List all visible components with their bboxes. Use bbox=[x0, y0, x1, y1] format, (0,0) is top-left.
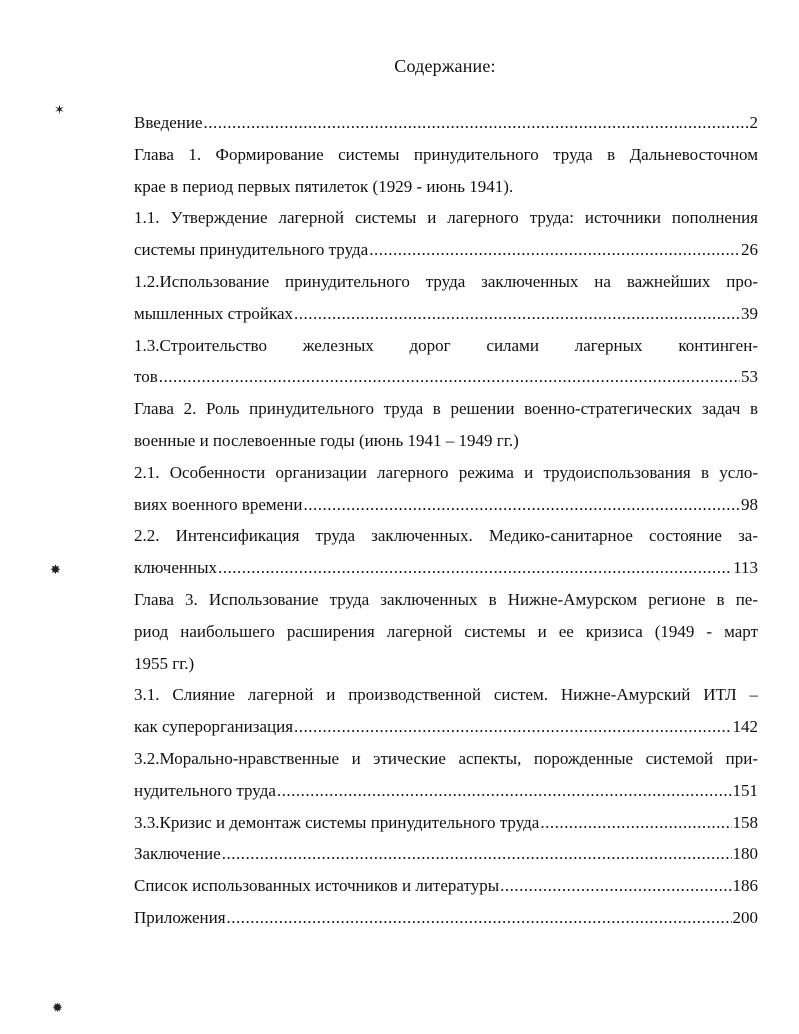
toc-heading-line: 1.3.Строительство железных дорог силами лагерных континген- bbox=[134, 335, 758, 355]
table-of-contents bbox=[134, 107, 758, 934]
toc-entry bbox=[134, 902, 758, 934]
toc-entry-text: нудительного труда bbox=[134, 780, 276, 800]
dot-leader bbox=[294, 298, 740, 330]
toc-entry bbox=[134, 838, 758, 870]
toc-entry-text: Список использованных источников и литературы bbox=[134, 876, 500, 896]
dot-leader bbox=[294, 711, 731, 743]
toc-page-number: 53 bbox=[741, 367, 758, 387]
toc-page-number: 98 bbox=[741, 494, 758, 514]
toc-heading-line: 2.1. Особенности организации лагерного режима и трудоиспользования в усло- bbox=[134, 462, 758, 482]
toc-heading-line: 3.1. Слияние лагерной и производственной систем. Нижне-Амурский ИТЛ – bbox=[134, 685, 758, 705]
toc-entry bbox=[134, 234, 758, 266]
toc-heading-line: Глава 3. Использование труда заключенных в Нижне-Амурском регионе в пе- bbox=[134, 589, 758, 609]
toc-page-number: 158 bbox=[732, 812, 758, 832]
page-title: Содержание: bbox=[394, 56, 496, 76]
toc-entry bbox=[134, 361, 758, 393]
toc-entry bbox=[134, 552, 758, 584]
dot-leader bbox=[204, 107, 749, 139]
toc-entry-text: 3.3.Кризис и демонтаж системы принудительного труда bbox=[134, 812, 540, 832]
toc-heading-line: 1955 гг.) bbox=[134, 653, 195, 673]
toc-heading-line: 3.2.Морально-нравственные и этические аспекты, порожденные системой при- bbox=[134, 748, 758, 768]
toc-entry bbox=[134, 107, 758, 139]
dot-leader bbox=[222, 838, 732, 870]
toc-entry bbox=[134, 870, 758, 902]
toc-entry-text: системы принудительного труда bbox=[134, 240, 369, 260]
toc-entry-text: виях военного времени bbox=[134, 494, 303, 514]
toc-entry-text: Приложения bbox=[134, 907, 226, 927]
toc-entry-text: ключенных bbox=[134, 558, 218, 578]
dot-leader bbox=[227, 902, 732, 934]
toc-heading-line: Глава 1. Формирование системы принудительного труда в Дальневосточном bbox=[134, 144, 758, 164]
dot-leader bbox=[277, 775, 732, 807]
toc-entry bbox=[134, 807, 758, 839]
toc-page-number: 113 bbox=[733, 558, 758, 578]
toc-entry bbox=[134, 711, 758, 743]
toc-page-number: 186 bbox=[732, 876, 758, 896]
toc-heading-line: риод наибольшего расширения лагерной системы и ее кризиса (1949 - март bbox=[134, 621, 758, 641]
scan-speck-icon: ✶ bbox=[54, 103, 65, 118]
toc-heading-line: 1.1. Утверждение лагерной системы и лагерного труда: источники пополнения bbox=[134, 208, 758, 228]
dot-leader bbox=[218, 552, 732, 584]
toc-heading-line: 2.2. Интенсификация труда заключенных. Медико-санитарное состояние за- bbox=[134, 526, 758, 546]
dot-leader bbox=[540, 807, 731, 839]
toc-page-number: 180 bbox=[732, 844, 758, 864]
toc-page-number: 26 bbox=[741, 240, 758, 260]
dot-leader bbox=[159, 361, 740, 393]
dot-leader bbox=[369, 234, 740, 266]
toc-entry-text: как суперорганизация bbox=[134, 717, 294, 737]
toc-heading-line: Глава 2. Роль принудительного труда в решении военно-стратегических задач в bbox=[134, 399, 758, 419]
toc-entry-text: Введение bbox=[134, 113, 203, 132]
toc-page-number: 151 bbox=[732, 780, 758, 800]
toc-entry bbox=[134, 298, 758, 330]
toc-heading-line: крае в период первых пятилеток (1929 - июнь 1941). bbox=[134, 176, 514, 196]
toc-entry bbox=[134, 489, 758, 521]
toc-entry-text: мышленных стройках bbox=[134, 303, 293, 323]
toc-page-number: 142 bbox=[732, 717, 758, 737]
toc-heading-line: 1.2.Использование принудительного труда заключенных на важнейших про- bbox=[134, 271, 758, 291]
toc-heading-line: военные и послевоенные годы (июнь 1941 – 1949 гг.) bbox=[134, 430, 519, 450]
toc-page-number: 39 bbox=[741, 303, 758, 323]
toc-entry bbox=[134, 775, 758, 807]
dot-leader bbox=[500, 870, 731, 902]
dot-leader bbox=[303, 489, 740, 521]
toc-page-number: 2 bbox=[749, 113, 758, 132]
scan-speck-icon: ✹ bbox=[52, 1001, 63, 1016]
toc-entry-text: Заключение bbox=[134, 844, 221, 864]
toc-entry-text: тов bbox=[134, 367, 158, 387]
scan-speck-icon: ✸ bbox=[50, 563, 61, 578]
toc-page-number: 200 bbox=[732, 907, 758, 927]
